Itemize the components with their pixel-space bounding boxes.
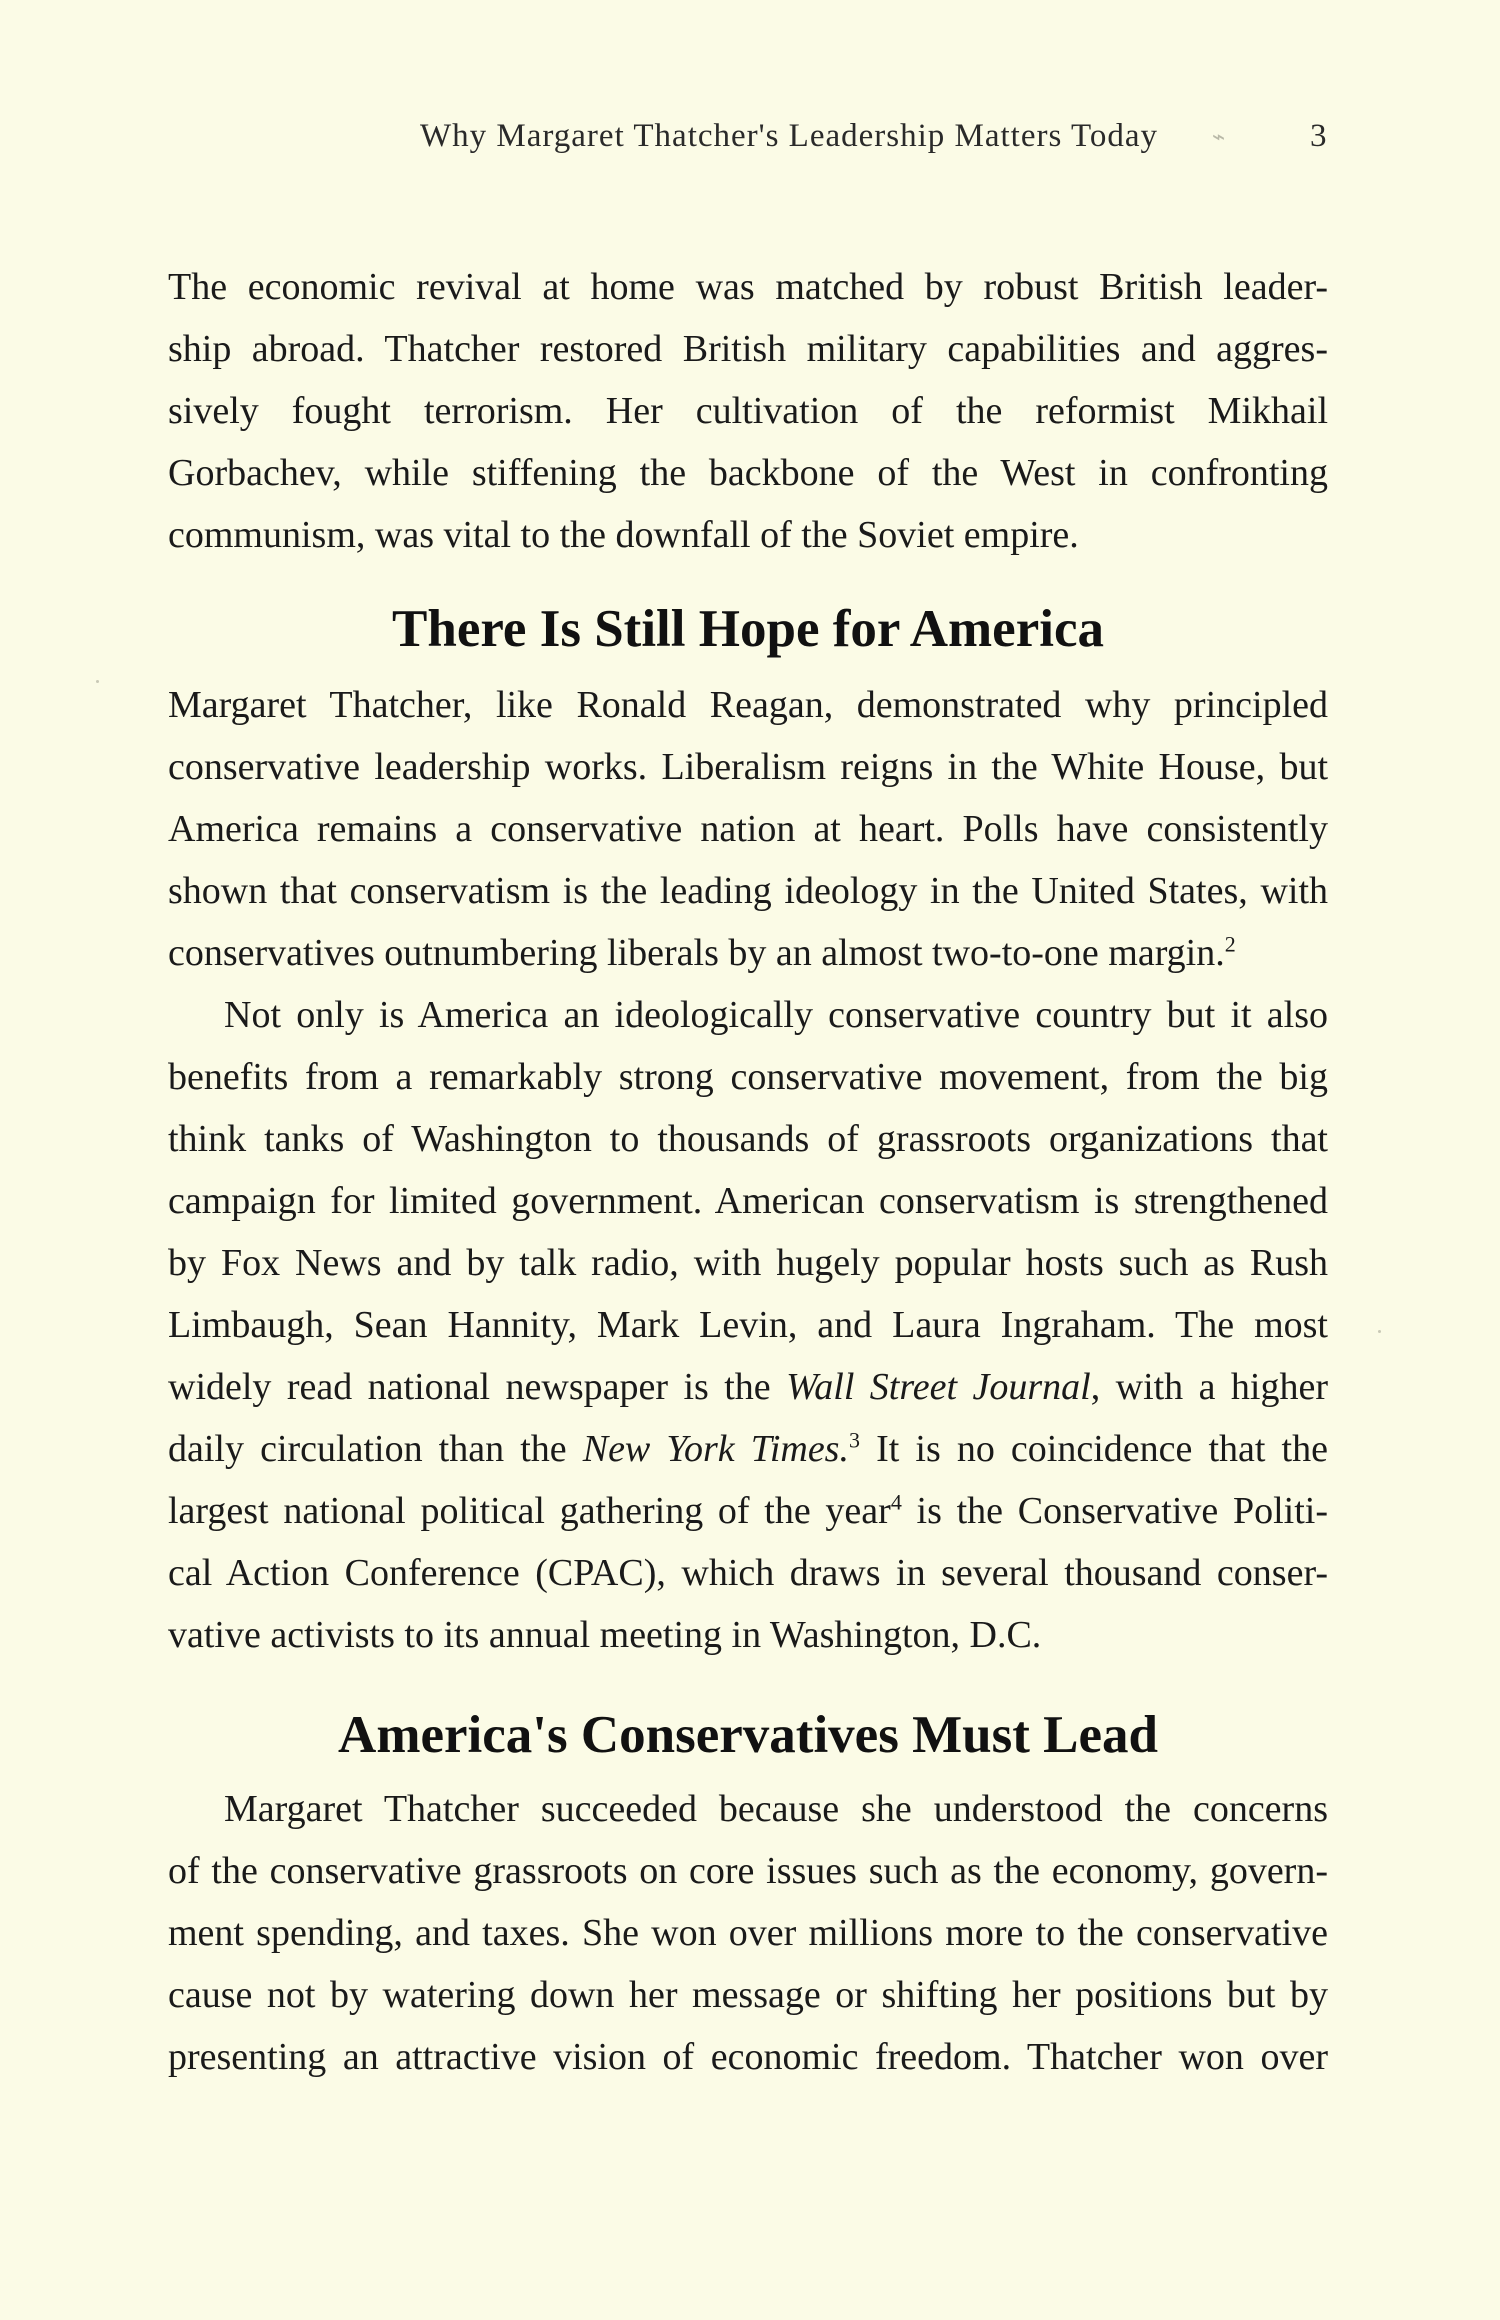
text-line: ship abroad. Thatcher restored British military capabilities and aggres- <box>168 328 1328 370</box>
text-line <box>168 1480 1328 1542</box>
text-line: cal Action Conference (CPAC), which draws in several thousand conser- <box>168 1552 1328 1594</box>
running-head-title: Why Margaret Thatcher's Leadership Matters Today <box>420 118 1158 154</box>
text-line <box>168 922 1328 984</box>
text-line: America remains a conservative nation at heart. Polls have consistently <box>168 808 1328 850</box>
text-line: communism, was vital to the downfall of the Soviet empire. <box>168 514 1079 556</box>
text-fragment: widely read national newspaper is the <box>168 1366 787 1408</box>
text-fragment: conservatives outnumbering liberals by an almost two-to-one margin. <box>168 932 1225 974</box>
text-line: conservative leadership works. Liberalism reigns in the White House, but <box>168 746 1328 788</box>
footnote-marker: 3 <box>848 1427 860 1453</box>
paragraph <box>168 674 1328 984</box>
publication-title: New York Times. <box>582 1428 849 1470</box>
text-line <box>168 1356 1328 1418</box>
flourish-icon: ⌁ <box>1212 124 1226 149</box>
text-line: of the conservative grassroots on core issues such as the economy, govern- <box>168 1850 1328 1892</box>
running-head <box>0 118 1500 166</box>
section-heading: There Is Still Hope for America <box>392 600 1104 658</box>
footnote-marker: 4 <box>890 1489 902 1515</box>
text-line: by Fox News and by talk radio, with hugely popular hosts such as Rush <box>168 1242 1328 1284</box>
body-text <box>168 256 1328 2088</box>
section-heading: America's Conservatives Must Lead <box>338 1706 1158 1764</box>
text-line: benefits from a remarkably strong conservative movement, from the big <box>168 1056 1328 1098</box>
publication-title: Wall Street Journal <box>786 1366 1091 1408</box>
text-line: cause not by watering down her message or shifting her positions but by <box>168 1974 1328 2016</box>
text-fragment: daily circulation than the <box>168 1428 583 1470</box>
text-line: Not only is America an ideologically conservative country but it also <box>224 994 1328 1036</box>
paragraph <box>168 984 1328 1666</box>
paper-speck <box>1378 1330 1381 1333</box>
text-fragment: largest national political gathering of the year <box>168 1490 891 1532</box>
text-line: ment spending, and taxes. She won over millions more to the conservative <box>168 1912 1328 1954</box>
text-fragment: , with a higher <box>1090 1366 1328 1408</box>
text-line: shown that conservatism is the leading ideology in the United States, with <box>168 870 1328 912</box>
text-line: campaign for limited government. American conservatism is strengthened <box>168 1180 1328 1222</box>
text-line: vative activists to its annual meeting in Washington, D.C. <box>168 1614 1042 1656</box>
text-line: The economic revival at home was matched by robust British leader- <box>168 266 1328 308</box>
page-number: 3 <box>1310 118 1327 154</box>
text-line: Limbaugh, Sean Hannity, Mark Levin, and Laura Ingraham. The most <box>168 1304 1328 1346</box>
text-line: sively fought terrorism. Her cultivation of the reformist Mikhail <box>168 390 1328 432</box>
paper-speck <box>96 680 99 683</box>
text-line: think tanks of Washington to thousands of grassroots organizations that <box>168 1118 1328 1160</box>
text-fragment: is the Conservative Politi- <box>901 1490 1328 1532</box>
text-line: Margaret Thatcher succeeded because she understood the concerns <box>224 1788 1328 1830</box>
text-line: presenting an attractive vision of economic freedom. Thatcher won over <box>168 2036 1328 2078</box>
paragraph <box>168 256 1328 566</box>
paragraph <box>168 1778 1328 2088</box>
text-fragment: It is no coincidence that the <box>859 1428 1328 1470</box>
footnote-marker: 2 <box>1224 931 1236 957</box>
text-line <box>168 1418 1328 1480</box>
text-line: Margaret Thatcher, like Ronald Reagan, demonstrated why principled <box>168 684 1328 726</box>
text-line: Gorbachev, while stiffening the backbone of the West in confronting <box>168 452 1328 494</box>
